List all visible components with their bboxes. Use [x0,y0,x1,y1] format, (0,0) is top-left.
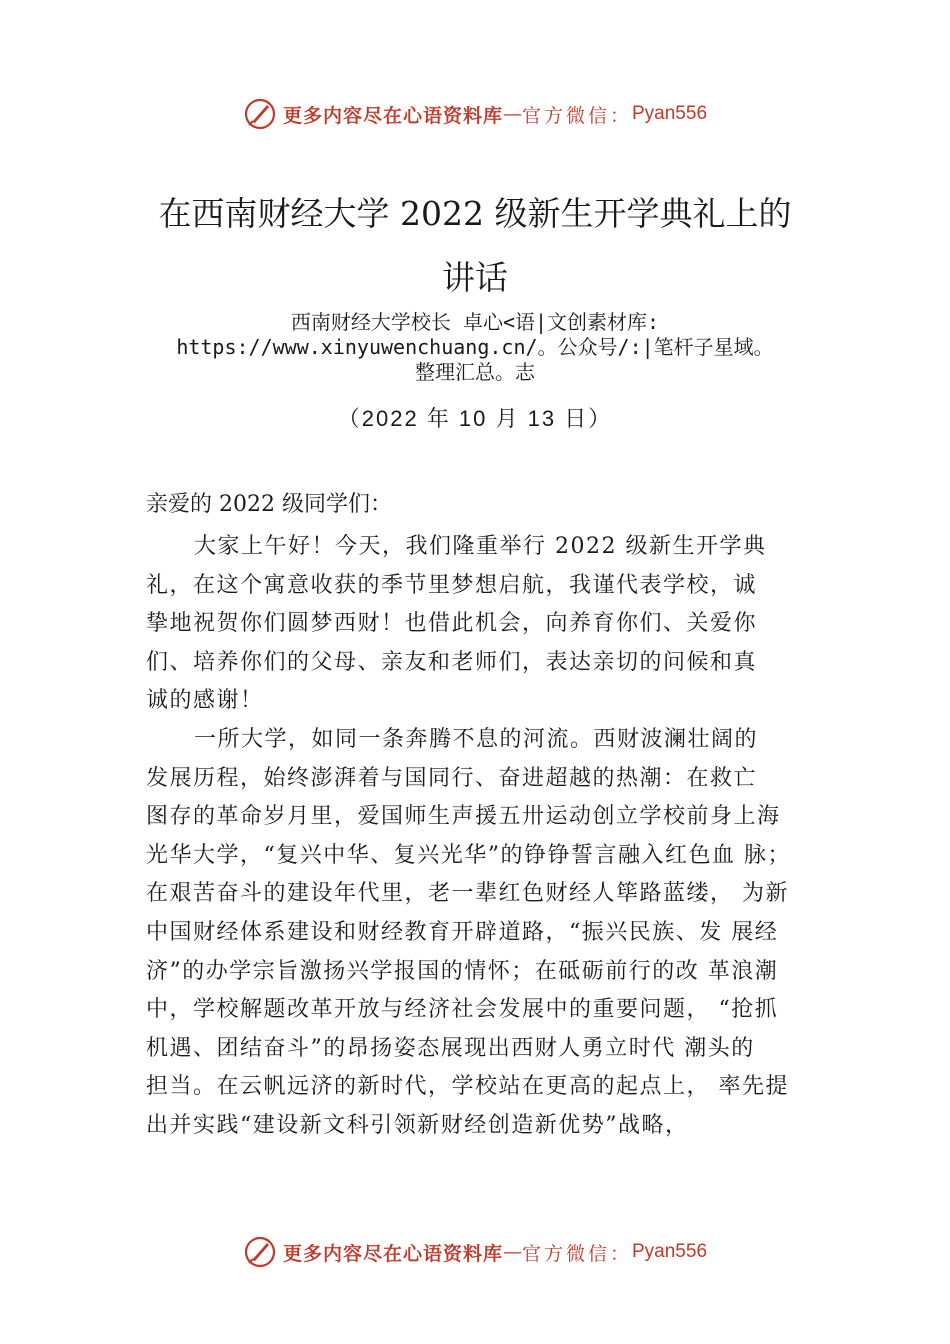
paragraph-line: 出并实践“建设新文科引领新财经创造新优势”战略， [146,1112,689,1138]
salutation: 亲爱的 2022 级同学们： [146,492,392,517]
paragraph-line: 中国财经体系建设和财经教育开辟道路，“振兴民族、发 展经 [146,919,779,945]
paragraph-line: 大家上午好！今天，我们隆重举行 2022 级新生开学典 [194,534,767,559]
paragraph-line: 发展历程，始终澎湃着与国同行、奋进超越的热潮：在救亡 [146,765,758,791]
paragraph-1 [146,528,826,721]
banner-label: 官方微信： [521,1242,632,1265]
paragraph-line: 挚地祝贺你们圆梦西财！也借此机会，向养育你们、关爱你 [146,611,758,637]
paragraph-line: 中，学校解题改革开放与经济社会发展中的重要问题， “抢抓 [146,997,779,1023]
banner-main-text: 更多内容尽在心语资料库 [282,104,503,127]
paragraph-line: 担当。在云帆远济的新时代，学校站在更高的起点上， 率先提 [146,1074,789,1100]
paragraph-line: 光华大学，“复兴中华、复兴光华”的铮铮誓言融入红色血 脉； [146,842,791,868]
paragraph-line: 一所大学，如同一条奔腾不息的河流。西财波澜壮阔的 [194,727,759,752]
source-line: https://www.xinyuwenchuang.cn/。公众号/:|笔杆子星域。 [176,335,774,359]
banner-separator: — [502,1241,522,1263]
paragraph-line: 在艰苦奋斗的建设年代里，老一辈红色财经人筚路蓝缕， 为新 [146,881,789,907]
banner-wechat-id: Pyan556 [632,103,708,124]
author-line: 西南财经大学校长 卓心<语|文创素材库: [290,310,660,334]
paragraph-line: 济”的办学宗旨激扬兴学报国的情怀；在砥砺前行的改 革浪潮 [146,958,779,984]
paragraph-line: 诚的感谢！ [146,688,264,714]
paragraph-line: 图存的革命岁月里，爱国师生声援五卅运动创立学校前身上海 [146,804,781,830]
page-title-line-1: 在西南财经大学 2022 级新生开学典礼上的 [158,194,792,233]
banner-main-text: 更多内容尽在心语资料库 [282,1242,503,1265]
speech-date: （2022 年 10 月 13 日） [337,406,613,431]
paragraph-line: 机遇、团结奋斗”的昂扬姿态展现出西财人勇立时代 潮头的 [146,1035,755,1061]
footer-banner [0,1232,950,1272]
paragraph-line: 们、培养你们的父母、亲友和老师们，表达亲切的问候和真 [146,649,758,675]
source-line-end: 整理汇总。志 [415,360,535,384]
paragraph-line: 礼，在这个寓意收获的季节里梦想启航，我谨代表学校，诚 [146,572,758,598]
page-title-line-2: 讲话 [442,258,508,297]
banner-wechat-id: Pyan556 [632,1241,708,1262]
banner-label: 官方微信： [521,104,632,127]
quill-pen-icon [243,97,277,131]
banner-separator: — [502,103,522,125]
header-banner [0,94,950,134]
paragraph-2 [146,721,826,1146]
quill-pen-icon [243,1235,277,1269]
